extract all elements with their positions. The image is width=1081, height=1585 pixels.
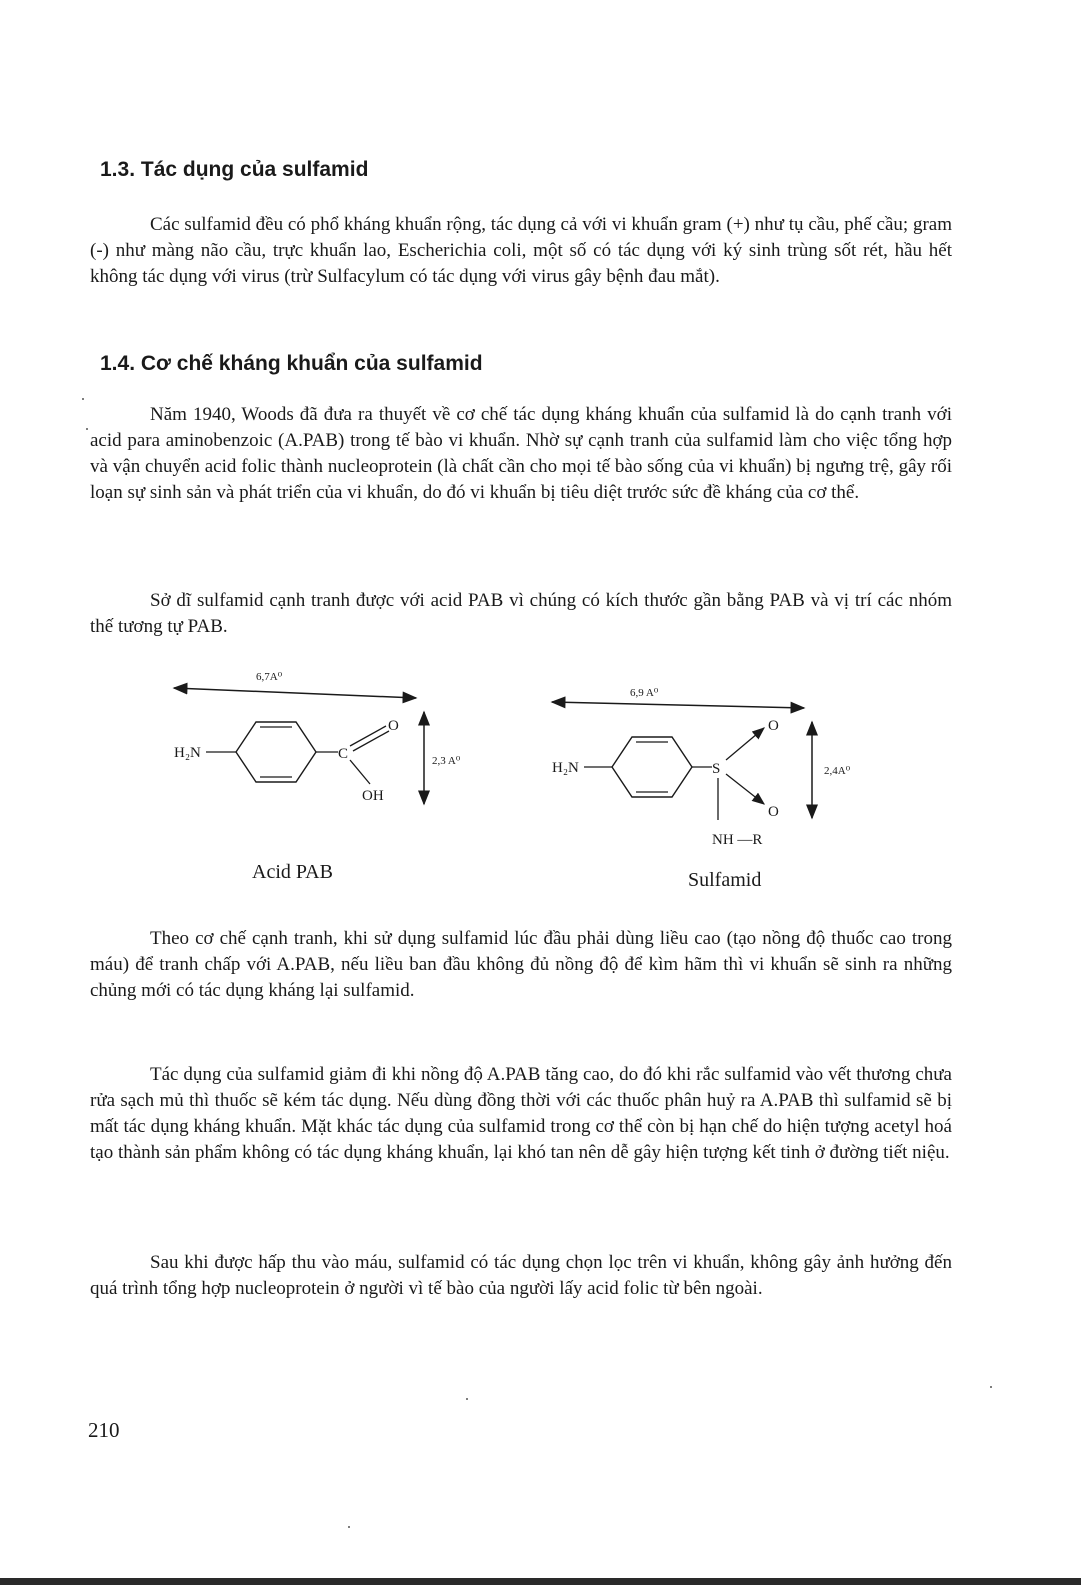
sulfamid-nh-r-label: NH —R	[712, 832, 763, 848]
scan-speck	[348, 1526, 350, 1528]
sulfamid-so-bond-top	[726, 728, 764, 760]
sulfamid-height-label: 2,4A⁰	[824, 765, 851, 777]
scan-speck	[990, 1386, 992, 1388]
pab-carbon-label: C	[338, 746, 349, 762]
page-number: 210	[88, 1418, 120, 1442]
pab-benzene-ring	[236, 722, 316, 782]
sulfamid-oxygen-bottom-label: O	[768, 804, 779, 820]
pab-amine-label: H₂N	[174, 745, 201, 761]
caption-sulfamid: Sulfamid	[688, 869, 762, 891]
pab-width-label: 6,7A⁰	[256, 671, 283, 683]
pab-height-label: 2,3 A⁰	[432, 755, 461, 767]
paragraph-selective-action: Sau khi được hấp thu vào máu, sulfamid có tác dụng chọn lọc trên vi khuẩn, không gây ảnh hưởng đến quá trình tổng hợp nucleoprotein ở người vì tế bào của người lấy acid folic từ bên ngoài.	[90, 1252, 952, 1299]
sulfamid-sulfur-label: S	[712, 761, 721, 777]
section-heading-1-3: 1.3. Tác dụng của sulfamid	[100, 158, 369, 181]
pab-width-arrow	[174, 688, 416, 698]
sulfamid-amine-label: H₂N	[552, 760, 579, 776]
section-heading-1-4: 1.4. Cơ chế kháng khuẩn của sulfamid	[100, 352, 483, 375]
paragraph-reduced-effect: Tác dụng của sulfamid giảm đi khi nồng độ A.PAB tăng cao, do đó khi rắc sulfamid vào vết thương chưa rửa sạch mủ thì thuốc sẽ kém tác dụng. Nếu dùng đồng thời với các thuốc phân huỷ ra A.PAB thì sulfamid sẽ bị mất tác dụng kháng khuẩn. Mặt khác tác dụng của sulfamid trong cơ thể còn bị hạn chế do hiện tượng acetyl hoá tạo thành sản phẩm không có tác dụng kháng khuẩn, lại khó tan nên dễ gây hiện tượng kết tinh ở đường tiết niệu.	[90, 1064, 952, 1163]
scan-speck	[82, 398, 84, 400]
pab-hydroxyl-label: OH	[362, 788, 384, 804]
paragraph-woods-theory: Năm 1940, Woods đã đưa ra thuyết về cơ chế tác dụng kháng khuẩn của sulfamid là do cạnh tranh với acid para aminobenzoic (A.PAB) trong tế bào vi khuẩn. Nhờ sự cạnh tranh của sulfamid làm cho việc tổng hợp và vận chuyển acid folic thành nucleoprotein (là chất cần cho mọi tế bào sống của vi khuẩn) bị ngưng trệ, gây rối loạn sự sinh sản và phát triển của vi khuẩn, do đó vi khuẩn bị tiêu diệt trước sức đề kháng của cơ thể.	[90, 404, 952, 503]
caption-acid-pab: Acid PAB	[252, 861, 333, 883]
scan-bottom-edge	[0, 1578, 1081, 1585]
sulfamid-width-arrow	[552, 702, 804, 708]
paragraph-competition-dosage: Theo cơ chế cạnh tranh, khi sử dụng sulfamid lúc đầu phải dùng liều cao (tạo nồng độ thuốc cao trong máu) để tranh chấp với A.PAB, nếu liều ban đầu không đủ nồng độ để kìm hãm thì vi khuẩn sẽ sinh ra những chủng mới có tác dụng kháng lại sulfamid.	[90, 928, 952, 1001]
scan-speck	[86, 428, 88, 430]
paragraph-size-similarity: Sở dĩ sulfamid cạnh tranh được với acid PAB vì chúng có kích thước gần bằng PAB và vị trí các nhóm thế tương tự PAB.	[90, 590, 952, 637]
sulfamid-so-bond-bottom	[726, 774, 764, 804]
sulfamid-oxygen-top-label: O	[768, 718, 779, 734]
pab-oxygen-label: O	[388, 718, 399, 734]
pab-oh-bond	[350, 760, 370, 784]
acid-pab-structure	[174, 671, 461, 883]
scan-speck	[466, 1398, 468, 1400]
sulfamid-width-label: 6,9 A⁰	[630, 687, 659, 699]
structure-comparison-figure	[160, 660, 900, 910]
structure-diagram	[160, 660, 900, 910]
sulfamid-structure	[552, 687, 851, 891]
paragraph-antibacterial-spectrum: Các sulfamid đều có phổ kháng khuẩn rộng, tác dụng cả với vi khuẩn gram (+) như tụ cầu, phế cầu; gram (-) như màng não cầu, trực khuẩn lao, Escherichia coli, một số có tác dụng với ký sinh trùng sốt rét, hầu hết không tác dụng với virus (trừ Sulfacylum có tác dụng với virus gây bệnh đau mắt).	[90, 214, 952, 287]
sulfamid-benzene-ring	[612, 737, 692, 797]
